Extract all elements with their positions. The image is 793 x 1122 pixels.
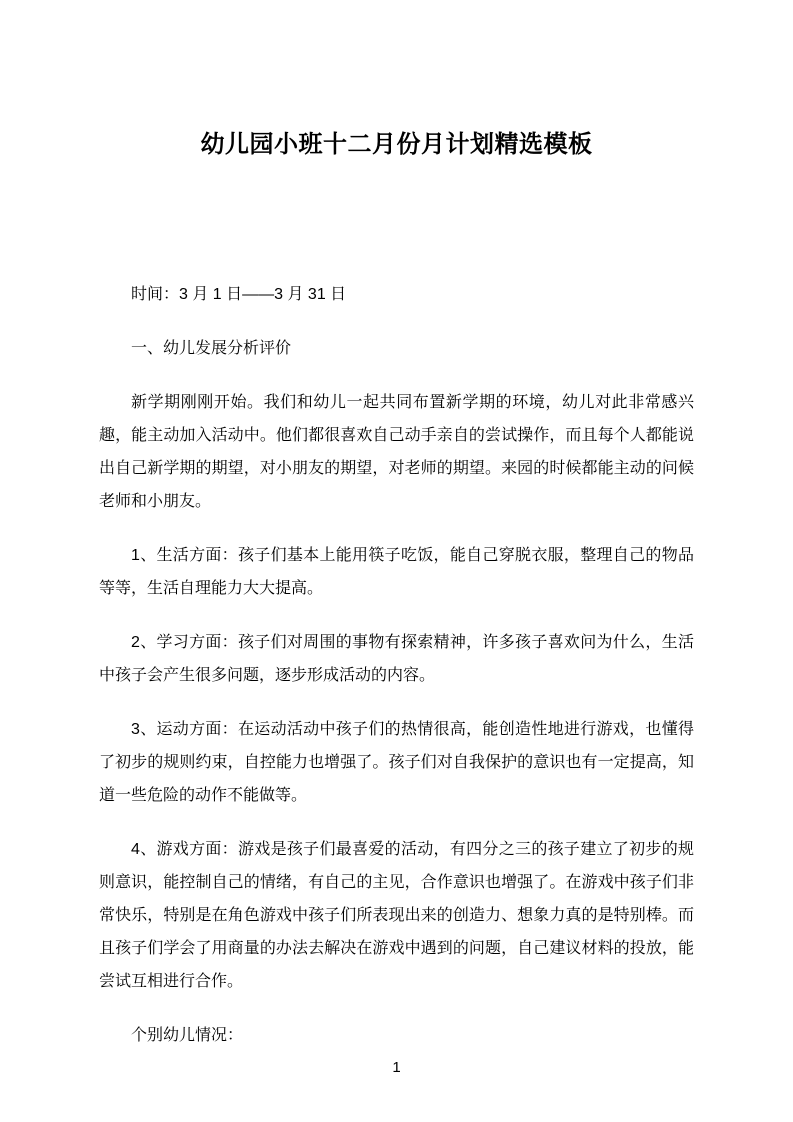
paragraph-game-aspect: 4、游戏方面：游戏是孩子们最喜爱的活动，有四分之三的孩子建立了初步的规则意识，能控制自己的情绪，有自己的主见，合作意识也增强了。在游戏中孩子们非常快乐，特别是在角色游戏中孩子们所表现出来的创造力、想象力真的是特别棒。而且孩子们学会了用商量的办法去解决在游戏中遇到的问题，自己建议材料的投放，能尝试互相进行合作。 — [99, 841, 694, 990]
page-number: 1 — [392, 1059, 401, 1076]
paragraph-sport-aspect: 3、运动方面：在运动活动中孩子们的热情很高，能创造性地进行游戏，也懂得了初步的规则约束，自控能力也增强了。孩子们对自我保护的意识也有一定提高，知道一些危险的动作不能做等。 — [99, 721, 694, 804]
paragraph-time-range: 时间：3 月 1 日——3 月 31 日 — [131, 286, 347, 303]
paragraph-section-heading: 一、幼儿发展分析评价 — [131, 340, 292, 357]
paragraph-life-aspect: 1、生活方面：孩子们基本上能用筷子吃饭，能自己穿脱衣服，整理自己的物品等等，生活自理能力大大提高。 — [99, 547, 694, 597]
document-title: 幼儿园小班十二月份月计划精选模板 — [200, 131, 593, 158]
paragraph-study-aspect: 2、学习方面：孩子们对周围的事物有探索精神，许多孩子喜欢问为什么，生活中孩子会产生很多问题，逐步形成活动的内容。 — [99, 634, 694, 684]
paragraph-intro: 新学期刚刚开始。我们和幼儿一起共同布置新学期的环境，幼儿对此非常感兴趣，能主动加入活动中。他们都很喜欢自己动手亲自的尝试操作，而且每个人都能说出自己新学期的期望，对小朋友的期望，对老师的期望。来园的时候都能主动的问候老师和小朋友。 — [99, 394, 694, 510]
paragraph-individual-children: 个别幼儿情况： — [131, 1027, 244, 1044]
